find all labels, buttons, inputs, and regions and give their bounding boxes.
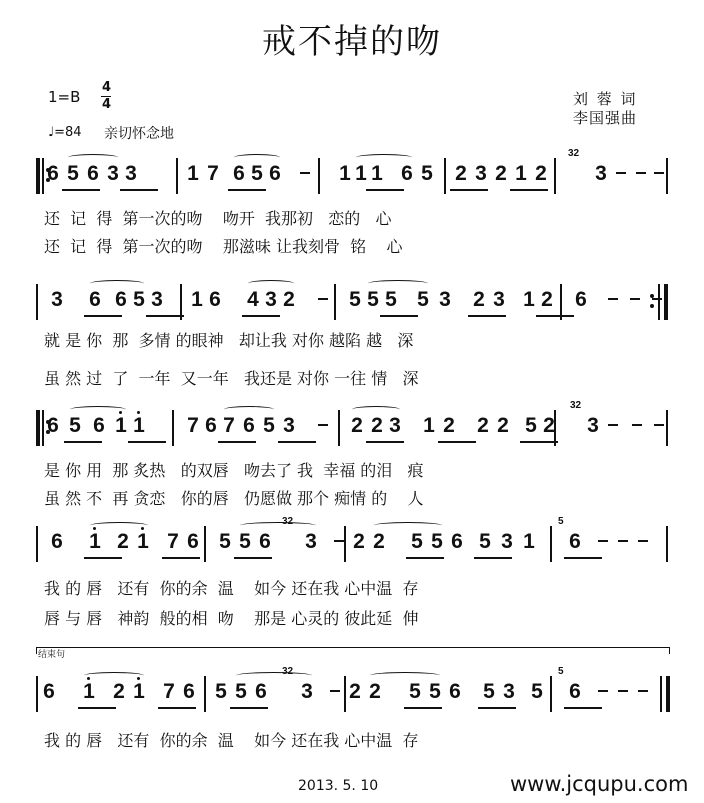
note: 1 xyxy=(133,414,145,437)
note: 5 xyxy=(349,288,361,311)
barline xyxy=(176,158,178,194)
note: 1 xyxy=(133,680,145,703)
note: 3 xyxy=(389,414,401,437)
note-underline xyxy=(450,189,488,191)
lyric-line: 我 的 唇 还有 你的余 温 如今 还在我 心中温 存 xyxy=(44,731,419,750)
note: 7 xyxy=(207,162,219,185)
note: 5 xyxy=(429,680,441,703)
note: 5 xyxy=(479,530,491,553)
note: 6 xyxy=(187,530,199,553)
note: 3 xyxy=(501,530,513,553)
sustain-dash xyxy=(654,172,664,174)
sustain-dash xyxy=(318,424,328,426)
slur xyxy=(240,522,316,529)
note-underline xyxy=(536,315,574,317)
slur xyxy=(234,154,280,161)
slur xyxy=(90,522,148,529)
note: 2 xyxy=(535,162,547,185)
music-row-4 xyxy=(0,516,704,570)
note-underline xyxy=(366,189,404,191)
note: 7 xyxy=(187,414,199,437)
barline xyxy=(36,284,38,320)
sustain-dash xyxy=(300,172,310,174)
note: 2 xyxy=(543,414,555,437)
slur xyxy=(352,406,400,413)
lyric-line: 虽 然 不 再 贪恋 你的唇 仍愿做 那个 痴情 的 人 xyxy=(44,489,424,508)
note-underline xyxy=(84,315,122,317)
sustain-dash xyxy=(330,690,340,692)
note: 6 xyxy=(93,414,105,437)
lyric-line: 还 记 得 第一次的吻 那滋味 让我刻骨 铭 心 xyxy=(44,237,403,256)
note: 2 xyxy=(455,162,467,185)
barline xyxy=(666,676,670,712)
note: 5 xyxy=(525,414,537,437)
note: 5 xyxy=(367,288,379,311)
note-underline xyxy=(474,557,512,559)
note: 2 xyxy=(113,680,125,703)
note: 2 xyxy=(283,288,295,311)
barline xyxy=(666,410,668,446)
note: 1 xyxy=(89,530,101,553)
ending-label: 结束句 xyxy=(38,650,66,660)
note: 6 xyxy=(401,162,413,185)
note: 2 xyxy=(369,680,381,703)
note: 5 xyxy=(67,162,79,185)
note: 1 xyxy=(83,680,95,703)
note: 2 xyxy=(477,414,489,437)
sustain-dash xyxy=(598,540,608,542)
barline xyxy=(36,676,38,712)
grace-note: 5 xyxy=(558,666,564,677)
note: 1 xyxy=(191,288,203,311)
barline xyxy=(338,410,340,446)
note: 6 xyxy=(243,414,255,437)
note: 5 xyxy=(417,288,429,311)
barline xyxy=(36,410,40,446)
note: 5 xyxy=(215,680,227,703)
note: 6 xyxy=(233,162,245,185)
note-underline xyxy=(64,441,102,443)
note: 2 xyxy=(497,414,509,437)
music-row-5 xyxy=(0,666,704,720)
barline xyxy=(334,284,336,320)
note-underline xyxy=(380,315,418,317)
website-watermark: www.jcqupu.com xyxy=(510,772,689,796)
grace-note: 5 xyxy=(558,516,564,527)
slur xyxy=(224,406,274,413)
note: 3 xyxy=(125,162,137,185)
note: 7 xyxy=(167,530,179,553)
sustain-dash xyxy=(638,540,648,542)
note: 2 xyxy=(349,680,361,703)
note: 6 xyxy=(205,414,217,437)
slur xyxy=(356,154,412,161)
note-underline xyxy=(468,315,506,317)
note-underline xyxy=(120,189,158,191)
note: 1 xyxy=(115,414,127,437)
note: 3 xyxy=(107,162,119,185)
date-text: 2013. 5. 10 xyxy=(298,778,379,794)
note-underline xyxy=(78,707,116,709)
tempo-marking: ♩=84 xyxy=(48,125,82,140)
note: 2 xyxy=(443,414,455,437)
note: 3 xyxy=(151,288,163,311)
grace-note: 32 xyxy=(282,516,294,527)
barline xyxy=(666,526,668,562)
sustain-dash xyxy=(334,540,344,542)
note: 5 xyxy=(531,680,543,703)
note: 2 xyxy=(371,414,383,437)
high-octave-dot xyxy=(137,411,140,414)
note-underline xyxy=(520,441,558,443)
note-underline xyxy=(228,189,266,191)
barline xyxy=(36,158,40,194)
note: 3 xyxy=(587,414,599,437)
sustain-dash xyxy=(598,690,608,692)
barline xyxy=(554,158,556,194)
note: 1 xyxy=(371,162,383,185)
note: 6 xyxy=(255,680,267,703)
barline xyxy=(664,284,668,320)
barline xyxy=(204,526,206,562)
lyric-line: 是 你 用 那 炙热 的双唇 吻去了 我 幸福 的泪 痕 xyxy=(44,461,424,480)
note: 1 xyxy=(523,530,535,553)
barline xyxy=(444,158,446,194)
note: 1 xyxy=(187,162,199,185)
lyricist-credit: 刘 蓉 词 xyxy=(573,90,638,108)
slur xyxy=(370,672,440,679)
sustain-dash xyxy=(618,540,628,542)
expression-marking: 亲切怀念地 xyxy=(104,126,174,142)
note: 5 xyxy=(219,530,231,553)
note: 6 xyxy=(183,680,195,703)
time-signature-top: 4 xyxy=(102,80,112,95)
note: 6 xyxy=(87,162,99,185)
note: 6 xyxy=(43,680,55,703)
note-underline xyxy=(146,315,184,317)
lyric-line: 还 记 得 第一次的吻 吻开 我那初 恋的 心 xyxy=(44,209,392,228)
sustain-dash xyxy=(636,172,646,174)
note: 5 xyxy=(483,680,495,703)
sustain-dash xyxy=(608,298,618,300)
note: 5 xyxy=(411,530,423,553)
slur xyxy=(374,522,442,529)
note: 6 xyxy=(51,530,63,553)
note: 1 xyxy=(339,162,351,185)
note-underline xyxy=(478,707,516,709)
sustain-dash xyxy=(654,424,664,426)
sustain-dash xyxy=(618,690,628,692)
slur xyxy=(368,280,428,287)
slur xyxy=(70,406,126,413)
barline xyxy=(658,284,660,320)
note-underline xyxy=(128,441,166,443)
barline xyxy=(660,676,662,712)
composer-credit: 李国强曲 xyxy=(573,109,638,127)
slur xyxy=(84,672,144,679)
note: 6 xyxy=(569,680,581,703)
barline xyxy=(666,158,668,194)
note-underline xyxy=(218,441,256,443)
grace-note: 32 xyxy=(570,400,582,411)
slur xyxy=(68,154,118,161)
note: 2 xyxy=(473,288,485,311)
barline xyxy=(344,526,346,562)
sustain-dash xyxy=(616,172,626,174)
note: 3 xyxy=(301,680,313,703)
note-underline xyxy=(234,557,272,559)
note: 1 xyxy=(355,162,367,185)
note-underline xyxy=(158,707,196,709)
note: 5 xyxy=(385,288,397,311)
note: 5 xyxy=(133,288,145,311)
note: 5 xyxy=(431,530,443,553)
note: 5 xyxy=(69,414,81,437)
sustain-dash xyxy=(608,424,618,426)
slur xyxy=(90,280,144,287)
note-underline xyxy=(510,189,548,191)
note: 2 xyxy=(541,288,553,311)
note: 7 xyxy=(163,680,175,703)
note: 7 xyxy=(223,414,235,437)
note: 2 xyxy=(495,162,507,185)
note-underline xyxy=(366,441,404,443)
note: 3 xyxy=(439,288,451,311)
note: 1 xyxy=(137,530,149,553)
time-signature-bottom: 4 xyxy=(102,97,112,112)
note-underline xyxy=(62,189,100,191)
note: 6 xyxy=(259,530,271,553)
barline xyxy=(36,526,38,562)
note: 6 xyxy=(569,530,581,553)
note-underline xyxy=(404,707,442,709)
note-underline xyxy=(242,315,280,317)
note: 3 xyxy=(595,162,607,185)
sustain-dash xyxy=(630,298,640,300)
barline xyxy=(204,676,206,712)
slur xyxy=(248,280,294,287)
note: 3 xyxy=(305,530,317,553)
note: 1 xyxy=(523,288,535,311)
barline xyxy=(550,676,552,712)
note: 6 xyxy=(209,288,221,311)
note: 2 xyxy=(351,414,363,437)
note: 6 xyxy=(47,162,59,185)
lyric-line: 就 是 你 那 多情 的眼神 却让我 对你 越陷 越 深 xyxy=(44,331,414,350)
note-underline xyxy=(162,557,200,559)
note: 3 xyxy=(493,288,505,311)
note: 6 xyxy=(269,162,281,185)
grace-note: 32 xyxy=(568,148,580,159)
note: 1 xyxy=(515,162,527,185)
note: 6 xyxy=(47,414,59,437)
lyric-line: 我 的 唇 还有 你的余 温 如今 还在我 心中温 存 xyxy=(44,579,419,598)
note: 2 xyxy=(353,530,365,553)
barline xyxy=(318,158,320,194)
note-underline xyxy=(438,441,476,443)
barline xyxy=(550,526,552,562)
note: 5 xyxy=(263,414,275,437)
note: 3 xyxy=(265,288,277,311)
note: 6 xyxy=(89,288,101,311)
note: 3 xyxy=(503,680,515,703)
sustain-dash xyxy=(652,298,662,300)
sustain-dash xyxy=(632,424,642,426)
music-row-3 xyxy=(0,400,704,454)
music-row-2 xyxy=(0,288,704,328)
note: 6 xyxy=(575,288,587,311)
note: 6 xyxy=(449,680,461,703)
note: 4 xyxy=(247,288,259,311)
note: 2 xyxy=(373,530,385,553)
note-underline xyxy=(406,557,444,559)
note: 2 xyxy=(117,530,129,553)
note-underline xyxy=(564,707,602,709)
lyric-line: 唇 与 唇 神韵 般的相 吻 那是 心灵的 彼此延 伸 xyxy=(44,609,419,628)
lyric-line: 虽 然 过 了 一年 又一年 我还是 对你 一往 情 深 xyxy=(44,369,419,388)
note: 6 xyxy=(115,288,127,311)
sustain-dash xyxy=(638,690,648,692)
note: 5 xyxy=(251,162,263,185)
note: 5 xyxy=(239,530,251,553)
music-row-1 xyxy=(0,148,704,202)
note: 6 xyxy=(451,530,463,553)
note-underline xyxy=(278,441,316,443)
note: 3 xyxy=(51,288,63,311)
note: 3 xyxy=(475,162,487,185)
key-signature: 1=B xyxy=(48,88,81,106)
song-title: 戒不掉的吻 xyxy=(262,22,442,62)
slur xyxy=(236,672,312,679)
sustain-dash xyxy=(318,298,328,300)
note: 5 xyxy=(421,162,433,185)
note: 1 xyxy=(423,414,435,437)
note-underline xyxy=(84,557,122,559)
ending-bracket xyxy=(36,647,670,654)
note: 5 xyxy=(235,680,247,703)
grace-note: 32 xyxy=(282,666,294,677)
note: 5 xyxy=(409,680,421,703)
note-underline xyxy=(230,707,268,709)
barline xyxy=(172,410,174,446)
note-underline xyxy=(564,557,602,559)
repeat-dot xyxy=(650,304,654,308)
note: 3 xyxy=(283,414,295,437)
